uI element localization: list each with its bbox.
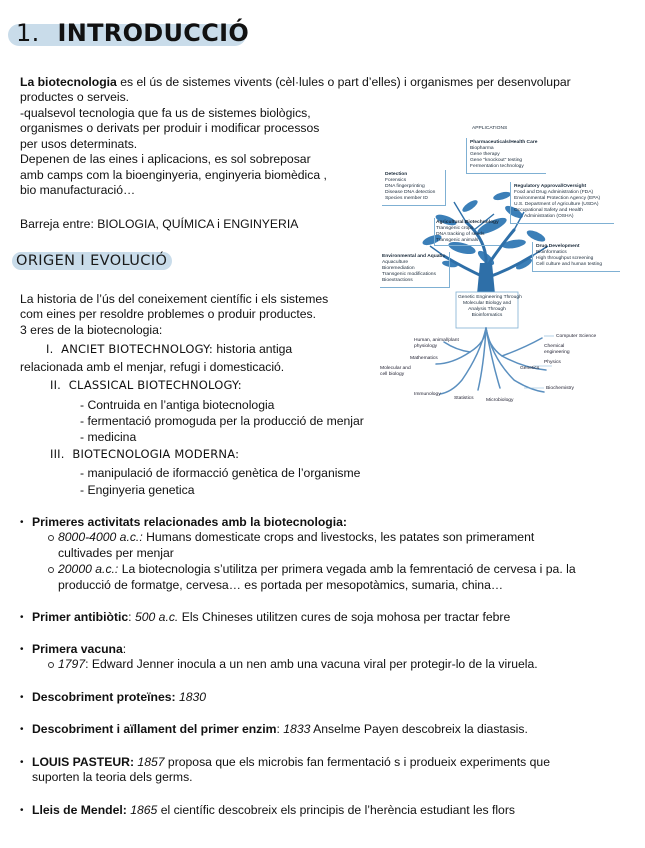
era-3-item: - Enginyeria genetica [80,483,195,497]
era-1 [46,342,292,358]
era-1-number: I. [46,342,54,356]
timeline-first-activities: Primeres activitats relacionades amb la biotecnologia: [32,515,347,529]
timeline-antibiotic [32,610,510,626]
date: 500 a.c. [134,610,179,624]
bullet-icon: • [20,692,24,703]
label-line: DNA fingerprinting [385,183,425,189]
sep: : [128,610,135,624]
root-genetics: Genetics [520,366,540,371]
intro-definition: es el ús de sistemes vivents (cèl·lules o part d’elles) i organismes per desenvolupar [116,75,571,89]
timeline-sub-20000-cont: producció de formatge, cervesa… es portada per mesopotàmics, sumaria, china… [58,578,504,592]
label-drug [536,244,602,268]
label-pharma [470,140,537,170]
sub-bullet-icon [48,662,54,668]
era-2 [50,378,242,394]
label-line: Environmental Protection Agency (EPA) [514,195,601,201]
sub-text: La biotecnologia s’utilitza per primera vegada amb la femrentació de cervesa i pa. la [118,562,576,576]
intro-line-7: amb camps com la bioenginyeria, enginyeria biomèdica , [20,168,327,182]
biotech-tree-figure [374,118,636,414]
era-2-item: - medicina [80,430,137,444]
era-3-name: BIOTECNOLOGIA MODERNA: [72,447,240,461]
item-title: Descobriment proteïnes: [32,690,176,704]
bullet-icon: • [20,805,24,816]
era-2-item: - fermentació promoguda per la producció de menjar [80,414,364,428]
title-text: INTRODUCCIÓ [57,19,250,47]
label-line: Bioremediation [382,265,415,271]
label-line: Species member ID [385,195,428,201]
label-line: Bioextractions [382,277,413,283]
label-line: Transgenic crops [436,225,474,231]
date: 1833 [283,722,311,736]
intro-line-8: bio manufacturació… [20,183,136,197]
timeline-sub-8000 [58,530,534,546]
date: 1797 [58,657,86,671]
label-heading: Agricultural Biotechnology [436,220,499,225]
item-text: proposa que els microbis fan fermentació s i produeix experiments que [164,755,550,769]
intro-line-3: -qualsevol tecnologia que fa us de sistemes biològics, [20,106,311,120]
root-statistics: Statistics [454,396,474,401]
root-line: engineering [544,349,570,355]
date: 1830 [175,690,207,704]
label-detection [385,172,435,202]
label-heading: Pharmaceuticals/Health Care [470,140,538,145]
label-line: Transgenic animals [436,237,479,243]
root-line: Human, animal/plant [414,338,459,343]
label-line: U.S. Department of Agriculture (USDA) [514,201,599,207]
era-1-continued: relacionada amb el menjar, refugi i domesticació. [20,360,285,374]
label-line: Gene "knockout" testing [470,157,523,163]
timeline-sub-1797 [58,657,538,673]
label-heading: Drug Development [536,244,580,249]
item-title: Lleis de Mendel: [32,803,127,817]
label-line: Gene therapy [470,151,500,157]
tree-trunk [477,263,495,294]
era-2-number: II. [50,378,62,392]
bullet-icon: • [20,644,24,655]
label-line: Molecular Biology and [462,300,512,306]
timeline-pasteur [32,755,550,771]
bullet-icon: • [20,612,24,623]
item-text: Els Chineses utilitzen cures de soja mohosa per tractar febre [178,610,511,624]
timeline-pasteur-cont: suporten la teoria dels germs. [32,770,193,784]
sub-text: : Edward Jenner inocula a un nen amb una vacuna viral per protegir-lo de la viruela. [85,657,538,671]
item-text: Anselme Payen descobreix la diastasis. [310,722,528,736]
label-line: Forensics [385,177,407,183]
label-heading: Regulatory Approval/Oversight [514,184,587,189]
label-trunk [458,295,522,319]
root-physics: Physics [544,360,561,365]
root-chem [544,344,570,356]
era-2-item: - Contruida en l’antiga biotecnologia [80,398,275,412]
history-line-3: 3 eres de la biotecnologia: [20,323,163,337]
title-number: 1. [16,19,40,47]
history-line-2: com eines per resoldre problemes o produir productes. [20,307,317,321]
root-line: Chemical [544,344,565,349]
label-line: Food and Drug Administration (FDA) [514,189,594,195]
root-immunology: Immunology [414,392,441,397]
era-3-number: III. [50,447,65,461]
root-math: Mathematics [410,356,438,361]
root-human [414,338,459,350]
timeline-vaccine [32,642,126,658]
root-cs: Computer Science [556,334,597,339]
section-heading-text: ORIGEN I EVOLUCIÓ [16,253,168,269]
item-title: LOUIS PASTEUR: [32,755,135,769]
era-1-name: ANCIET BIOTECHNOLOGY: [61,342,213,356]
sub-text: Humans domesticate crops and livestocks, les patates son primerament [142,530,535,544]
timeline-sub-20000 [58,562,576,578]
item-title: Primera vacuna [32,642,123,656]
date: 1865 [126,803,158,817]
era-2-name: CLASSICAL BIOTECHNOLOGY: [68,378,242,392]
intro-line-1 [20,75,571,91]
root-line: cell biology [380,371,405,377]
date: 20000 a.c.: [58,562,119,576]
label-line: Disease DNA detection [385,189,436,195]
era-1-desc: historia antiga [212,342,293,356]
item-title: Descobriment i aïllament del primer enzim [32,722,277,736]
label-line: Occupational Safety and Health [514,207,583,213]
label-agri [436,220,499,244]
bullet-icon: • [20,724,24,735]
root-microbiology: Microbiology [486,398,514,403]
intro-blend: Barreja entre: BIOLOGIA, QUÍMICA i ENGINYERIA [20,217,299,231]
era-3 [50,447,239,463]
figure-title: APPLICATIONS [472,126,508,131]
history-line-1: La historia de l’ús del coneixement científic i els sistemes [20,292,329,306]
label-line: Bioinformatics [536,249,567,255]
date: 8000-4000 a.c.: [58,530,143,544]
intro-line-4: organismes o derivats per produir i modificar processos [20,121,320,135]
sub-bullet-icon [48,535,54,541]
label-line: Genetic Engineering Through [458,295,522,300]
timeline-sub-8000-cont: cultivades per menjar [58,546,174,560]
timeline-proteins [32,690,206,706]
sep: : [122,642,127,656]
root-line: Molecular and [380,366,411,371]
label-heading: Detection [385,172,408,177]
label-line: Bioinformatics [471,312,503,318]
sub-bullet-icon [48,567,54,573]
intro-line-5: per usos determinats. [20,137,138,151]
timeline-enzyme [32,722,528,738]
timeline-mendel [32,803,515,819]
label-heading: Environmental and Aquatic [382,254,446,259]
intro-line-6: Depenen de las eines i aplicacions, es sol sobreposar [20,152,311,166]
label-line: Biopharma [470,145,494,151]
root-biochem: Biochemistry [546,386,574,391]
label-line: Cell culture and human testing [536,261,603,267]
label-regulatory [514,184,600,219]
label-line: Aquaculture [382,259,409,265]
era-3-item: - manipulació de iformacció genètica de l’organisme [80,466,361,480]
item-title: Primer antibiòtic [32,610,129,624]
label-line: High throughput screening [536,255,594,261]
root-molecular [380,366,411,378]
bullet-icon: • [20,517,24,528]
label-line: Transgenic modifications [382,271,436,277]
intro-line-2: productes o serveis. [20,90,130,104]
label-line: Administration (OSHA) [524,213,574,219]
label-line: Fermentation technology [470,163,524,169]
label-line: DNA tracking of seeds [436,231,485,237]
root-line: physiology [414,343,438,349]
intro-term: La biotecnologia [20,75,117,89]
item-text: el científic descobreix els principis de l’herència estudiant les flors [157,803,515,817]
sep: : [276,722,284,736]
bullet-icon: • [20,757,24,768]
label-line: Analysis Through [468,306,506,312]
label-env [382,254,445,284]
date: 1857 [134,755,165,769]
